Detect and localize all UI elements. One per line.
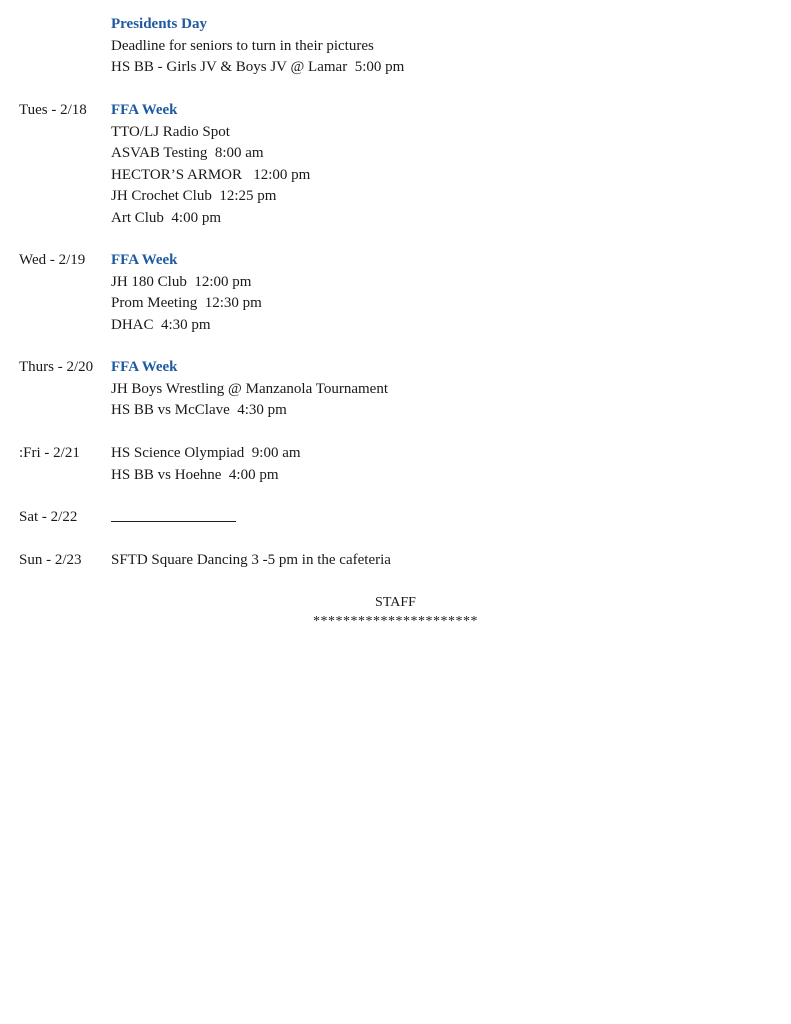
day-entries: [111, 357, 388, 422]
blank-underline: [111, 507, 236, 522]
event-item: HS BB vs Hoehne 4:00 pm: [111, 466, 279, 483]
day-entries: [111, 100, 310, 229]
event-item: HECTOR’S ARMOR 12:00 pm: [111, 166, 311, 183]
day-heading: FFA Week: [111, 359, 178, 375]
day-label: Tues - 2/18: [19, 102, 87, 118]
event-item: ASVAB Testing 8:00 am: [111, 145, 264, 161]
day-heading: FFA Week: [111, 252, 178, 268]
day-label: Wed - 2/19: [19, 252, 86, 268]
day-label: Sun - 2/23: [19, 552, 82, 568]
day-label: :Fri - 2/21: [19, 445, 80, 461]
staff-footer: [0, 593, 791, 631]
event-item: Deadline for seniors to turn in their pictures: [111, 37, 374, 54]
staff-title: STAFF: [375, 595, 416, 610]
event-item: JH Boys Wrestling @ Manzanola Tournament: [111, 380, 388, 397]
event-item: Art Club 4:00 pm: [111, 209, 222, 226]
event-item: Prom Meeting 12:30 pm: [111, 295, 262, 311]
event-item: DHAC 4:30 pm: [111, 316, 211, 333]
day-heading: FFA Week: [111, 102, 178, 118]
day-entries: [111, 443, 301, 486]
day-entries: [111, 250, 262, 336]
day-entries: [111, 507, 236, 530]
event-item: HS BB - Girls JV & Boys JV @ Lamar 5:00 pm: [111, 59, 405, 75]
day-label: Thurs - 2/20: [19, 359, 94, 375]
day-heading: Presidents Day: [111, 16, 207, 32]
day-label: Sat - 2/22: [19, 509, 78, 525]
day-entries: [111, 14, 404, 79]
event-item: JH 180 Club 12:00 pm: [111, 273, 252, 290]
blank-entry-line: [111, 507, 236, 530]
day-entries: [111, 550, 391, 572]
event-item: JH Crochet Club 12:25 pm: [111, 188, 277, 204]
event-item: SFTD Square Dancing 3 -5 pm in the cafeteria: [111, 552, 391, 568]
event-item: HS BB vs McClave 4:30 pm: [111, 402, 287, 418]
event-item: HS Science Olympiad 9:00 am: [111, 445, 301, 461]
event-item: TTO/LJ Radio Spot: [111, 123, 230, 140]
separator-stars: **********************: [313, 614, 478, 629]
